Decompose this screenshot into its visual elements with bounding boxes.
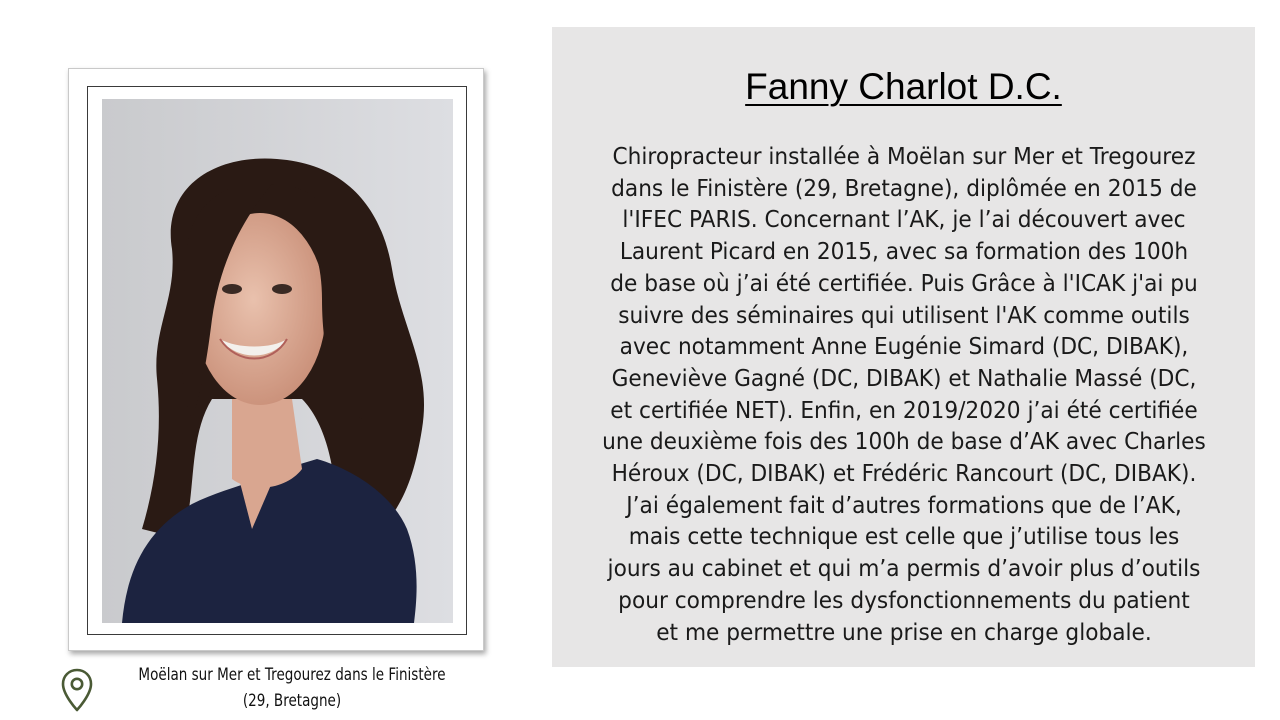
bio-line: jours au cabinet et qui m’a permis d’avoir plus d’outils — [607, 555, 1201, 583]
bio-line: Laurent Picard en 2015, avec sa formation des 100h — [619, 238, 1189, 266]
location-caption — [60, 662, 480, 716]
bio-line: dans le Finistère (29, Bretagne), diplômée en 2015 de — [611, 174, 1197, 202]
portrait-inner-border — [87, 86, 467, 635]
bio-line: Geneviève Gagné (DC, DIBAK) et Nathalie Massé (DC, — [611, 364, 1197, 392]
bio-title — [552, 65, 1255, 109]
bio-panel — [552, 27, 1255, 667]
portrait-frame — [68, 68, 484, 651]
bio-line: Héroux (DC, DIBAK) et Frédéric Rancourt (DC, DIBAK). — [611, 460, 1197, 488]
bio-line: de base où j’ai été certifiée. Puis Grâce à l'ICAK j'ai pu — [610, 269, 1198, 297]
map-pin-icon — [60, 668, 94, 712]
location-text — [135, 662, 450, 714]
practitioner-name: Fanny Charlot D.C. — [745, 66, 1062, 107]
bio-line: avec notamment Anne Eugénie Simard (DC, DIBAK), — [619, 333, 1189, 361]
bio-line: J’ai également fait d’autres formations que de l’AK, — [626, 491, 1182, 519]
location-line-2: (29, Bretagne) — [242, 691, 342, 710]
bio-line: l'IFEC PARIS. Concernant l’AK, je l’ai découvert avec — [622, 206, 1186, 234]
bio-line: Chiropracteur installée à Moëlan sur Mer et Tregourez — [612, 143, 1196, 170]
bio-line: une deuxième fois des 100h de base d’AK avec Charles — [602, 428, 1206, 456]
bio-line: mais cette technique est celle que j’utilise tous les — [628, 523, 1180, 551]
bio-line: et certifiée NET). Enfin, en 2019/2020 j’ai été certifiée — [610, 396, 1198, 424]
location-line-1: Moëlan sur Mer et Tregourez dans le Finistère — [138, 665, 446, 684]
bio-line: pour comprendre les dysfonctionnements du patient — [618, 586, 1190, 614]
bio-line: suivre des séminaires qui utilisent l'AK comme outils — [618, 301, 1190, 329]
portrait-photo — [102, 99, 453, 623]
bio-text — [601, 141, 1207, 648]
bio-line: et me permettre une prise en charge globale. — [656, 618, 1152, 646]
